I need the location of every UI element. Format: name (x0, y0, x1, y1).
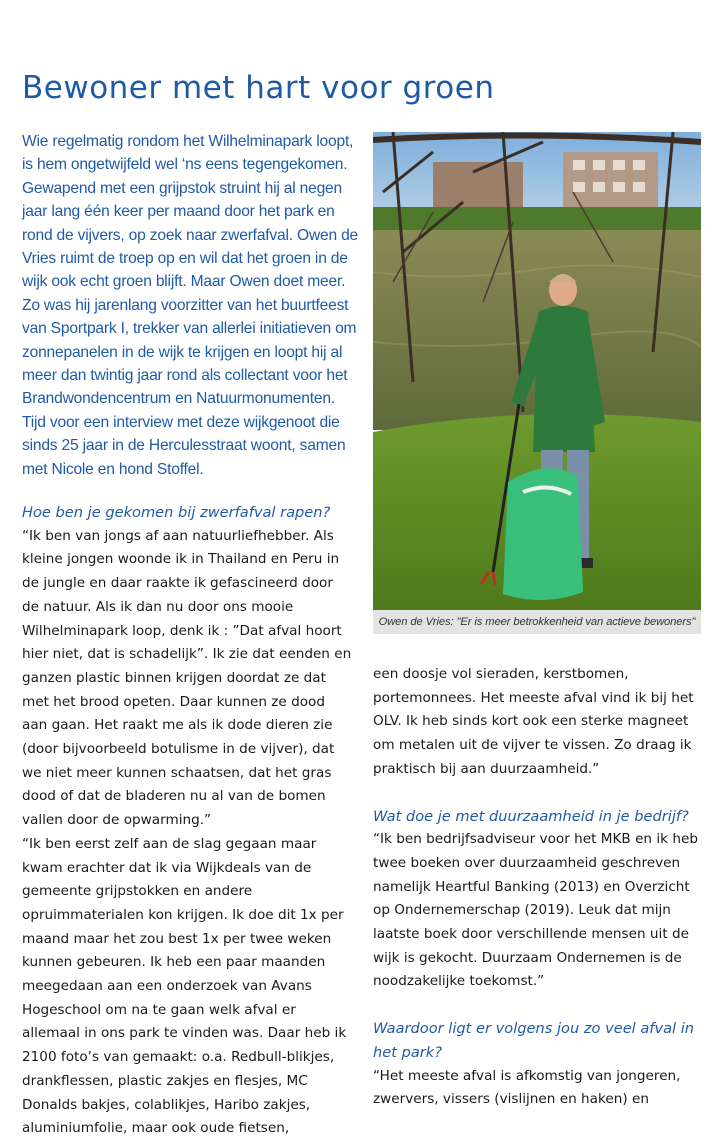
photo-caption: Owen de Vries: "Er is meer betrokkenheid van actieve bewoners" (373, 610, 701, 634)
answer-paragraph: “Ik ben van jongs af aan natuurliefhebber. Als kleine jongen woonde ik in Thailand en Peru in de jungle en daar raakte ik gefascineerd door de natuur. Als ik dan nu door ons mooie Wilhelminapark loop, denk ik : ”Dat afval hoort hier niet, dat is schadelijk”. Ik zie dat eenden en ganzen plastic binnen krijgen doordat ze dat met het brood opeten. Daar kunnen ze dood aan gaan. Het raakt me als ik dode dieren zie (door bijvoorbeeld botulisme in de vijver), dat we niet meer kunnen schaatsen, dat het gras dood of dat de bladeren nu al van de bomen vallen door de opwarming.” (22, 527, 352, 829)
question-heading: Hoe ben je gekomen bij zwerfafval rapen? (22, 504, 331, 521)
article-title: Bewoner met hart voor groen (22, 70, 495, 106)
answer-paragraph: “Het meeste afval is afkomstig van jongeren, zwervers, vissers (vislijnen en haken) en (373, 1067, 681, 1108)
article-intro: Wie regelmatig rondom het Wilhelminapark loopt, is hem ongetwijfeld wel ‘ns eens tegengekomen. Gewapend met een grijpstok struint hij al negen jaar lang één keer per maand door het park en rond de vijvers, op zoek naar zwerfafval. Owen de Vries ruimt de troep op en wil dat het groen in de wijk ook echt groen blijft. Maar Owen doet meer. Zo was hij jarenlang voorzitter van het buurtfeest van Sportpark I, trekker van allerlei initiatieven om zonnepanelen in de wijk te krijgen en loopt hij al meer dan twintig jaar rond als collectant voor het Brandwondencentrum en Natuurmonumenten. Tijd voor een interview met deze wijkgenoot die sinds 25 jaar in de Herculesstraat woont, samen met Nicole en hond Stoffel. (22, 133, 359, 478)
answer-paragraph: een doosje vol sieraden, kerstbomen, portemonnees. Het meeste afval vind ik bij het OLV. Ik heb sinds kort ook een sterke magneet om metalen uit de vijver te vissen. Zo draag ik praktisch bij aan duurzaamheid.” (373, 666, 694, 777)
answer-paragraph: “Ik ben eerst zelf aan de slag gegaan maar kwam erachter dat ik via Wijkdeals van de gemeente grijpstokken en andere opruimmaterialen kon krijgen. Ik doe dit 1x per maand maar het zou best 1x per twee weken kunnen gebeuren. Ik heb een paar maanden meegedaan aan een onderzoek van Avans Hogeschool om na te gaan welk afval er allemaal in ons park te vinden was. Daar heb ik 2100 foto’s van gemaakt: o.a. Redbull-blikjes, drankflessen, plastic zakjes en flesjes, MC Donalds bakjes, colablikjes, Haribo zakjes, aluminiumfolie, maar ook oude fietsen, (22, 835, 347, 1137)
portrait-photo (373, 132, 701, 610)
photo-figure (373, 132, 701, 634)
question-heading: Wat doe je met duurzaamheid in je bedrijf? (373, 807, 689, 825)
right-column (373, 663, 705, 1112)
answer-paragraph: “Ik ben bedrijfsadviseur voor het MKB en ik heb twee boeken over duurzaamheid geschreven namelijk Heartful Banking (2013) en Overzicht op Ondernemerschap (2019). Leuk dat mijn laatste boek door verschillende mensen uit de wijk is gekocht. Duurzaam Ondernemen is de noodzakelijke toekomst.” (373, 831, 698, 990)
question-heading: Waardoor ligt er volgens jou zo veel afval in het park? (373, 1020, 695, 1061)
left-column (22, 501, 354, 1141)
